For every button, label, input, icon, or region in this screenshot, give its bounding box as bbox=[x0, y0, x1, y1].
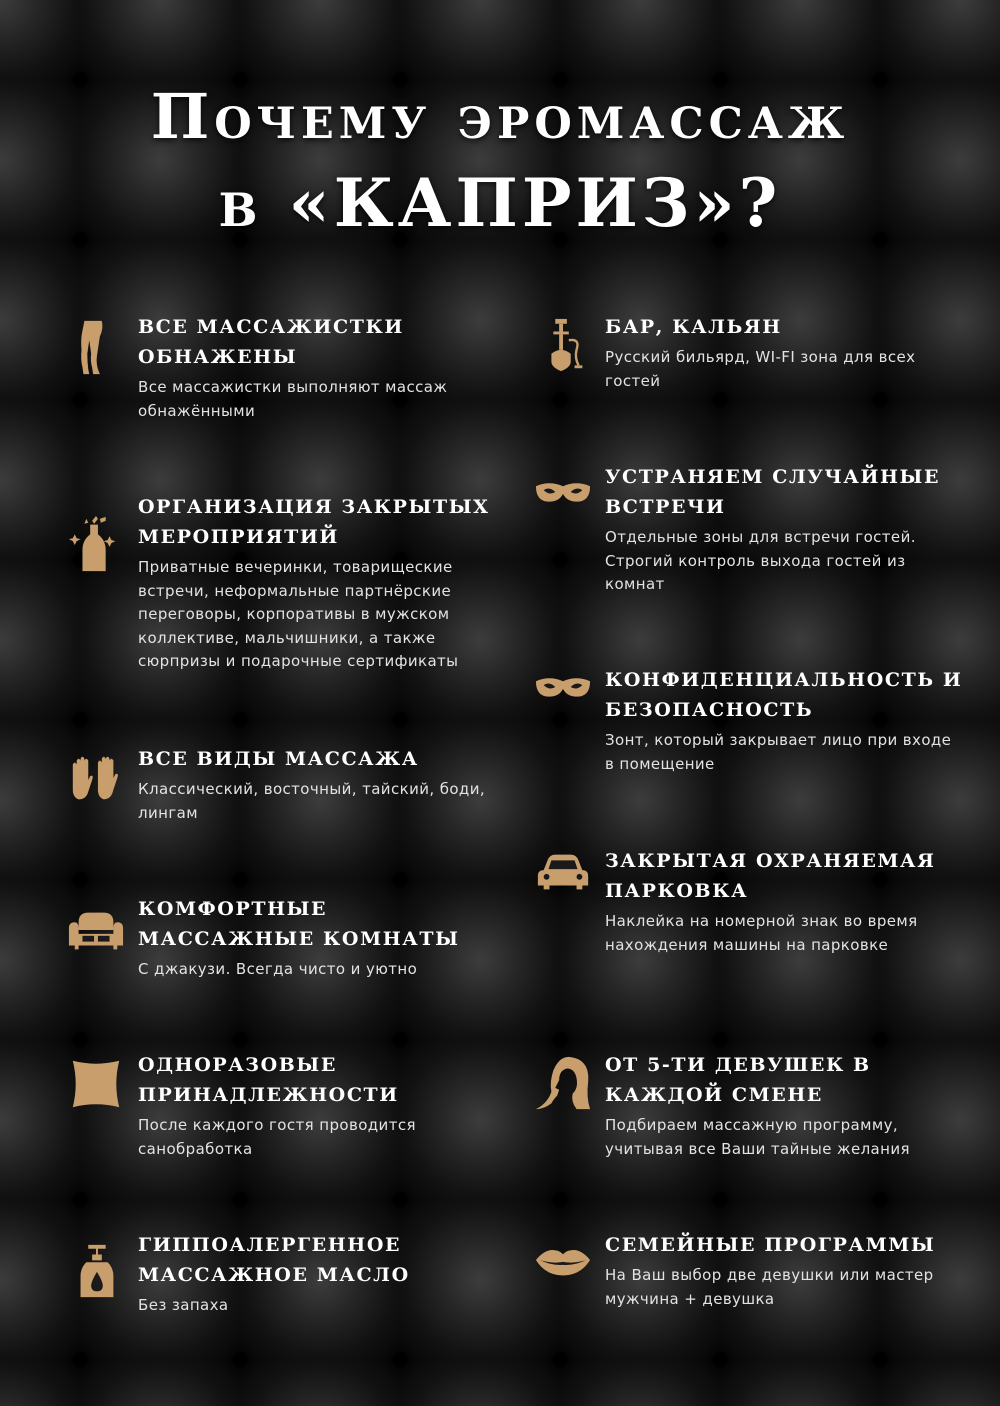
feature-title: ЗАКРЫТАЯ ОХРАНЯЕМАЯ ПАРКОВКА bbox=[605, 850, 936, 902]
feature-text: Отдельные зоны для встречи гостей. Строгий контроль выхода гостей из комнат bbox=[605, 528, 916, 593]
feature-title: КОМФОРТНЫЕ МАССАЖНЫЕ КОМНАТЫ bbox=[138, 898, 460, 950]
feature-text: Зонт, который закрывает лицо при входе в помещение bbox=[605, 731, 952, 773]
pillow-icon bbox=[66, 1054, 126, 1114]
feature-title: ГИППОАЛЕРГЕННОЕ МАССАЖНОЕ МАСЛО bbox=[138, 1234, 410, 1286]
feature-title: УСТРАНЯЕМ СЛУЧАЙНЫЕ ВСТРЕЧИ bbox=[605, 466, 941, 518]
feature-comfort-rooms bbox=[138, 894, 498, 982]
hands-icon bbox=[66, 750, 126, 810]
sofa-icon bbox=[66, 900, 126, 960]
feature-title: ВСЕ МАССАЖИСТКИ ОБНАЖЕНЫ bbox=[138, 316, 404, 368]
feature-disposables bbox=[138, 1050, 498, 1161]
feature-no-encounters bbox=[605, 462, 965, 597]
page-title-line-2: в «КАПРИЗ»? bbox=[218, 164, 782, 242]
champagne-icon bbox=[66, 514, 126, 574]
mask-icon bbox=[533, 462, 593, 522]
feature-text: Все массажистки выполняют массаж обнажёнными bbox=[138, 378, 448, 420]
feature-title: СЕМЕЙНЫЕ ПРОГРАММЫ bbox=[605, 1234, 936, 1256]
feature-title: ВСЕ ВИДЫ МАССАЖА bbox=[138, 748, 419, 770]
feature-family-programs bbox=[605, 1230, 965, 1311]
lips-icon bbox=[533, 1230, 593, 1290]
mask-icon bbox=[533, 657, 593, 717]
feature-private-events bbox=[138, 492, 498, 674]
woman-face-icon bbox=[533, 1054, 593, 1114]
feature-text: После каждого гостя проводится санобработка bbox=[138, 1116, 416, 1158]
feature-title: ОДНОРАЗОВЫЕ ПРИНАДЛЕЖНОСТИ bbox=[138, 1054, 399, 1106]
feature-nude-masseuses bbox=[138, 312, 498, 423]
feature-bar-hookah bbox=[605, 312, 965, 393]
legs-icon bbox=[66, 318, 126, 378]
feature-title: ОРГАНИЗАЦИЯ ЗАКРЫТЫХ МЕРОПРИЯТИЙ bbox=[138, 496, 490, 548]
feature-text: Наклейка на номерной знак во время нахождения машины на парковке bbox=[605, 912, 918, 954]
feature-text: С джакузи. Всегда чисто и уютно bbox=[138, 960, 418, 978]
page-title-line-1: Почему эромассаж bbox=[150, 80, 850, 153]
feature-text: Классический, восточный, тайский, боди, лингам bbox=[138, 780, 486, 822]
feature-title: ОТ 5-ТИ ДЕВУШЕК В КАЖДОЙ СМЕНЕ bbox=[605, 1054, 871, 1106]
feature-text: На Ваш выбор две девушки или мастер мужчина + девушка bbox=[605, 1266, 934, 1308]
feature-five-girls bbox=[605, 1050, 965, 1161]
feature-text: Приватные вечеринки, товарищеские встречи, неформальные партнёрские переговоры, корпоративы в мужском коллективе, мальчишники, а также сюрпризы и подарочные сертификаты bbox=[138, 558, 459, 670]
feature-massage-types bbox=[138, 744, 498, 825]
feature-confidentiality bbox=[605, 665, 965, 776]
feature-title: КОНФИДЕНЦИАЛЬНОСТЬ И БЕЗОПАСНОСТЬ bbox=[605, 669, 963, 721]
feature-text: Русский бильярд, WI-FI зона для всех гостей bbox=[605, 348, 916, 390]
feature-hypoallergenic-oil bbox=[138, 1230, 498, 1318]
oil-bottle-icon bbox=[66, 1240, 126, 1300]
feature-text: Без запаха bbox=[138, 1296, 229, 1314]
car-icon bbox=[533, 842, 593, 902]
hookah-icon bbox=[533, 316, 593, 376]
feature-parking bbox=[605, 846, 965, 957]
feature-text: Подбираем массажную программу, учитывая все Ваши тайные желания bbox=[605, 1116, 910, 1158]
feature-title: БАР, КАЛЬЯН bbox=[605, 316, 782, 338]
